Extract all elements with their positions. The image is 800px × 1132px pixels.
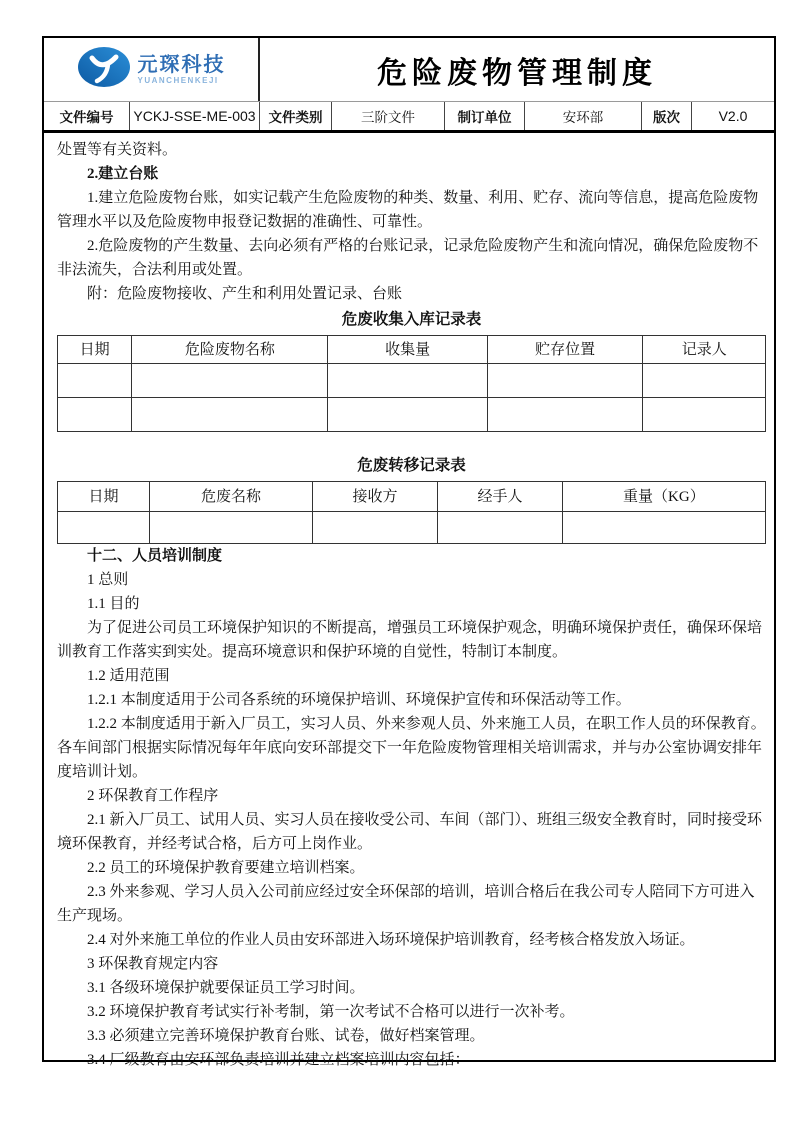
paragraph: 2.2 员工的环境保护教育要建立培训档案。 (87, 860, 365, 876)
empty-cell (132, 364, 328, 398)
document-meta-row (44, 102, 774, 133)
paragraph: 3.3 必须建立完善环境保护教育台账、试卷，做好档案管理。 (87, 1028, 485, 1044)
paragraph: 1.2.2 本制度适用于新入厂员工，实习人员、外来参观人员、外来施工人员，在职工作人员的环保教育。各车间部门根据实际情况每年年底向安环部提交下一年危险废物管理相关培训需求，并与办公室协调安排年度培训计划。 (57, 716, 766, 780)
empty-cell (58, 364, 132, 398)
empty-cell (643, 364, 766, 398)
meta-label-issuing-dept: 制订单位 (445, 102, 525, 130)
paragraph: 3 环保教育规定内容 (87, 956, 219, 972)
paragraph: 2.1 新入厂员工、试用人员、实习人员在接收受公司、车间（部门）、班组三级安全教育时，同时接受环境环保教育，并经考试合格，后方可上岗作业。 (57, 812, 763, 852)
paragraph: 3.1 各级环境保护就要保证员工学习时间。 (87, 980, 365, 996)
paragraph: 1.2 适用范围 (87, 668, 170, 684)
column-header-waste-name: 危险废物名称 (132, 336, 328, 364)
meta-value-version: V2.0 (718, 108, 748, 124)
document-body (44, 133, 774, 1072)
column-header-recorder: 记录人 (643, 336, 766, 364)
logo-text (138, 55, 226, 85)
meta-label-version: 版次 (642, 102, 692, 130)
table-header-row (58, 336, 766, 364)
paragraph: 处置等有关资料。 (57, 142, 178, 158)
table-row (58, 512, 766, 544)
paragraph: 2 环保教育工作程序 (87, 788, 219, 804)
paragraph: 1.建立危险废物台账，如实记载产生危险废物的种类、数量、利用、贮存、流向等信息，提高危险废物管理水平以及危险废物申报登记数据的准确性、可靠性。 (57, 190, 759, 230)
transfer-log-table (57, 481, 766, 544)
column-header-storage-location: 贮存位置 (487, 336, 643, 364)
meta-value-doc-category: 三阶文件 (332, 102, 445, 130)
paragraph: 3.4 厂级教育由安环部负责培训并建立档案培训内容包括： (87, 1052, 470, 1068)
column-header-collected-amount: 收集量 (328, 336, 487, 364)
empty-cell (438, 512, 563, 544)
empty-cell (132, 398, 328, 432)
section-heading-training: 十二、人员培训制度 (87, 548, 223, 564)
logo-cell (44, 38, 260, 101)
meta-value-issuing-dept: 安环部 (525, 102, 642, 130)
company-logo (77, 46, 226, 93)
logo-company-sub: YUANCHENKEJI (137, 75, 219, 85)
section-heading: 2.建立台账 (87, 166, 159, 182)
table-header-row (58, 482, 766, 512)
empty-cell (150, 512, 313, 544)
column-header-receiver: 接收方 (312, 482, 437, 512)
empty-cell (58, 398, 132, 432)
paragraph: 1.2.1 本制度适用于公司各系统的环境保护培训、环境保护宣传和环保活动等工作。 (87, 692, 631, 708)
empty-cell (328, 398, 487, 432)
empty-cell (312, 512, 437, 544)
empty-cell (643, 398, 766, 432)
paragraph: 1 总则 (87, 572, 129, 588)
empty-cell (328, 364, 487, 398)
company-logo-icon (77, 46, 131, 93)
column-header-waste-name: 危废名称 (150, 482, 313, 512)
table-row (58, 398, 766, 432)
logo-company-name: 元琛科技 (137, 53, 226, 76)
paragraph: 2.3 外来参观、学习人员入公司前应经过安全环保部的培训，培训合格后在我公司专人陪同下方可进入生产现场。 (57, 884, 755, 924)
table-row (58, 364, 766, 398)
paragraph: 2.4 对外来施工单位的作业人员由安环部进入场环境保护培训教育，经考核合格发放入场证。 (87, 932, 695, 948)
column-header-date: 日期 (58, 336, 132, 364)
empty-cell (487, 364, 643, 398)
column-header-handler: 经手人 (438, 482, 563, 512)
column-header-date: 日期 (58, 482, 150, 512)
collection-log-table (57, 335, 766, 432)
table-title-collection-log: 危废收集入库记录表 (341, 311, 482, 328)
meta-label-doc-category: 文件类别 (260, 102, 332, 130)
meta-label-doc-number: 文件编号 (44, 102, 130, 130)
page-title: 危险废物管理制度 (377, 56, 657, 90)
empty-cell (58, 512, 150, 544)
meta-value-doc-number: YCKJ-SSE-ME-003 (130, 102, 260, 130)
paragraph: 附：危险废物接收、产生和利用处置记录、台账 (87, 286, 403, 302)
paragraph: 为了促进公司员工环境保护知识的不断提高，增强员工环境保护观念，明确环境保护责任，确保环保培训教育工作落实到实处。提高环境意识和保护环境的自觉性，特制订本制度。 (57, 620, 763, 660)
column-header-weight-kg: 重量（KG） (562, 482, 765, 512)
paragraph: 1.1 目的 (87, 596, 140, 612)
paragraph: 2.危险废物的产生数量、去向必须有严格的台账记录，记录危险废物产生和流向情况，确保危险废物不非法流失，合法利用或处置。 (57, 238, 759, 278)
empty-cell (487, 398, 643, 432)
table-title-transfer-log: 危废转移记录表 (357, 457, 466, 474)
document-header (44, 38, 774, 102)
empty-cell (562, 512, 765, 544)
paragraph: 3.2 环境保护教育考试实行补考制，第一次考试不合格可以进行一次补考。 (87, 1004, 575, 1020)
document-frame (42, 36, 776, 1068)
